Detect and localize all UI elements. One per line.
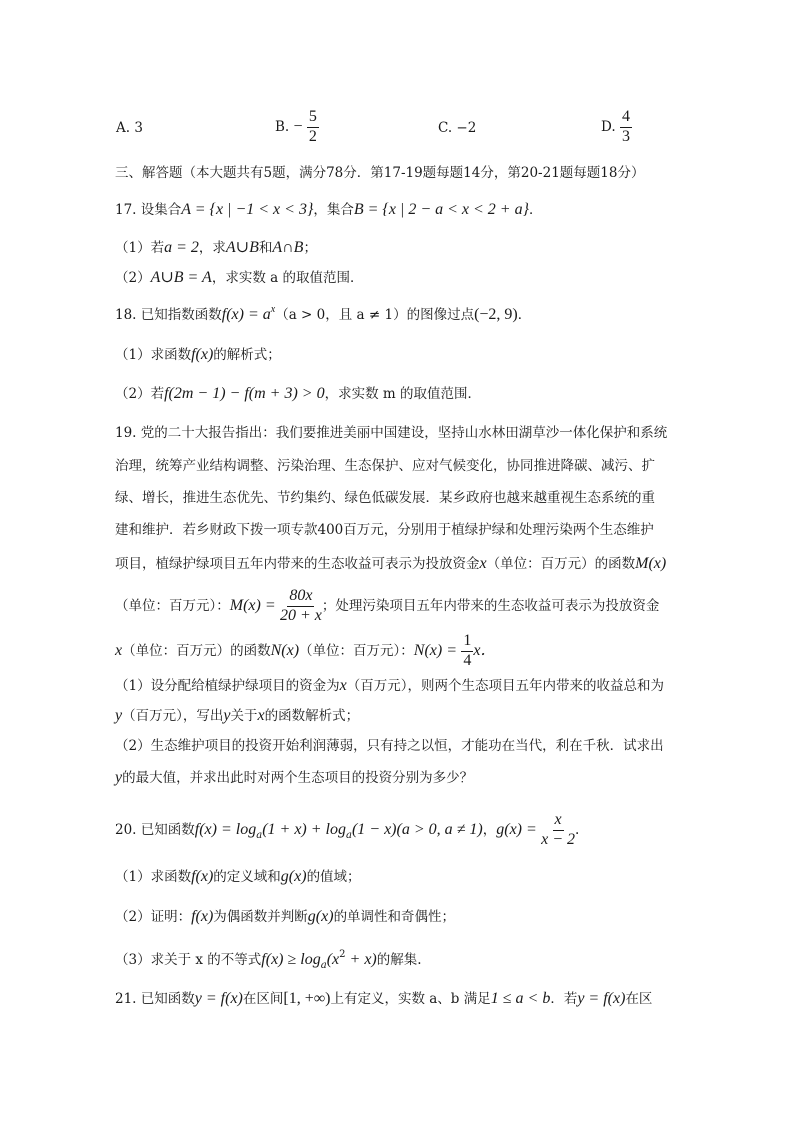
q19-part1-line2 xyxy=(115,708,359,724)
set-a-definition: A = {x | −1 < x < 3} xyxy=(181,201,314,218)
q17-p2-pre: （2） xyxy=(115,270,151,286)
q19-part2-line2 xyxy=(115,770,473,786)
q20-p3-ineq3: + x) xyxy=(345,951,377,968)
q19-p1-y: y xyxy=(115,707,123,724)
q20-p2-f: f(x) xyxy=(191,908,214,925)
q19-l5-x: x xyxy=(479,555,487,572)
q20-p1-end: 的值域； xyxy=(306,869,361,885)
q19-n-def: N(x) = xyxy=(413,641,458,659)
q18-point: (−2, 9) xyxy=(474,306,518,323)
q18-exponent: x xyxy=(270,304,276,315)
section-heading: 三、解答题（本大题共有5题，满分78分．第17-19题每题14分，第20-21题每题18分） xyxy=(115,165,645,181)
q18-condition: （a > 0，且 a ≠ 1） xyxy=(275,307,407,323)
q18-p2-end: ，求实数 m 的取值范围． xyxy=(324,386,481,402)
q18-function: f(x) = a xyxy=(221,306,271,323)
q19-l7-mid: （单位：百万元）的函数 xyxy=(122,642,271,659)
q19-part1-line1 xyxy=(115,678,664,694)
q21-condition: 1 ≤ a < b xyxy=(490,990,551,1007)
q18-inequality: f(2m − 1) − f(m + 3) > 0 xyxy=(164,385,325,402)
choice-b-label: B. xyxy=(275,118,290,135)
choice-d-fraction xyxy=(620,109,632,146)
q20-g-denominator: x − 2 xyxy=(541,830,576,848)
q18-p2-pre: （2）若 xyxy=(115,386,165,402)
q19-l5-pre: 项目，植绿护绿项目五年内带来的生态收益可表示为投放资金 xyxy=(115,556,480,572)
q17-p1-mid: ，求 xyxy=(198,240,226,256)
q19-m-numerator: 80x xyxy=(287,588,314,607)
q20-p3-end: 的解集. xyxy=(376,952,422,968)
q20-p3-ineq: f(x) ≥ log xyxy=(261,951,321,968)
q20-comma: ， xyxy=(482,821,497,838)
q20-p3-ineq2: (x xyxy=(326,951,340,968)
q19-function-n: N(x) xyxy=(270,641,300,659)
q19-line5 xyxy=(115,556,666,572)
q19-m-denominator: 20 + x xyxy=(279,606,322,624)
q18-stem xyxy=(115,305,531,323)
q20-g-fraction xyxy=(541,812,575,849)
q19-p2-y: y xyxy=(115,769,123,786)
q19-p1-x: x xyxy=(339,677,347,694)
q19-l7-mid2: （单位：百万元）： xyxy=(299,642,414,659)
choice-b xyxy=(275,109,319,146)
q20-stem xyxy=(115,812,579,849)
q19-l5-mid: （单位：百万元）的函数 xyxy=(486,556,636,572)
q19-line7 xyxy=(115,633,496,670)
q21-mid3: ．若 xyxy=(550,991,578,1007)
q21-function: y = f(x) xyxy=(194,990,243,1007)
q20-p3-square: 2 xyxy=(339,949,346,960)
choice-a: A. 3 xyxy=(116,120,143,136)
q20-part1 xyxy=(115,869,361,885)
q17-mid-text: ，集合 xyxy=(313,202,354,218)
q19-line1: 19. 党的二十大报告指出：我们要推进美丽中国建设，坚持山水林田湖草沙一体化保护和系统 xyxy=(115,425,668,441)
set-b-definition: B = {x | 2 − a < x < 2 + a} xyxy=(353,201,529,218)
q18-stem-text: 18. 已知指数函数 xyxy=(115,307,222,323)
q19-l6-pre: （单位：百万元）： xyxy=(115,597,230,614)
choice-b-numerator: 5 xyxy=(307,109,319,128)
q17-p1-cond: a = 2 xyxy=(164,239,199,256)
q19-line2: 治理，统筹产业结构调整、污染治理、生态保护、应对气候变化，协同推进降碳、减污、扩 xyxy=(115,458,655,474)
q19-line3: 绿、增长，推进生态优先、节约集约、绿色低碳发展．某乡政府也越来越重视生态系统的重 xyxy=(115,490,655,506)
q20-p2-end: 的单调性和奇偶性； xyxy=(333,909,456,925)
choice-d-numerator: 4 xyxy=(620,109,632,128)
q18-part2 xyxy=(115,386,481,402)
q19-p1-pre: （1）设分配给植绿护绿项目的资金为 xyxy=(115,678,340,694)
q17-end: ． xyxy=(529,202,543,218)
choice-d xyxy=(601,109,632,146)
q20-p2-pre: （2）证明： xyxy=(115,909,192,925)
q20-part2 xyxy=(115,909,455,925)
q19-line6 xyxy=(115,588,659,625)
q19-function-m: M(x) xyxy=(635,555,667,572)
q19-l7-x: x xyxy=(115,641,123,659)
q19-line4: 建和维护．若乡财政下拨一项专款400百万元，分别用于植绿护绿和处理污染两个生态维护 xyxy=(115,522,654,538)
q19-l7-post: x． xyxy=(473,641,497,659)
choice-b-sign: − xyxy=(293,117,303,135)
q20-f-def: f(x) = log xyxy=(194,820,257,838)
q20-f-def3: (1 − x)(a > 0, a ≠ 1) xyxy=(351,820,483,838)
q20-part3 xyxy=(115,950,422,971)
q18-p1-pre: （1）求函数 xyxy=(115,347,192,363)
q20-p2-g: g(x) xyxy=(307,908,334,925)
q21-function-2: y = f(x) xyxy=(577,990,626,1007)
q21-mid2: 上有定义，实数 a、b 满足 xyxy=(330,991,491,1007)
q20-end: . xyxy=(575,821,580,838)
q18-p1-end: 的解析式； xyxy=(213,347,281,363)
q17-p1-pre: （1）若 xyxy=(115,240,165,256)
choice-d-label: D. xyxy=(601,118,616,135)
choice-b-denominator: 2 xyxy=(308,127,317,145)
q20-p1-f: f(x) xyxy=(191,868,214,885)
q19-p1-y2: y xyxy=(223,707,231,724)
q17-p2-end: ，求实数 a 的取值范围． xyxy=(211,270,364,286)
q20-g-def: g(x) = xyxy=(496,820,537,838)
q19-n-numerator: 1 xyxy=(461,633,473,652)
q19-m-fraction xyxy=(280,588,322,625)
q20-g-numerator: x xyxy=(553,812,564,831)
q20-p1-mid: 的定义域和 xyxy=(213,869,281,885)
q19-n-denominator: 4 xyxy=(463,651,472,669)
q20-log-base-3: a xyxy=(320,960,327,971)
choice-b-fraction xyxy=(307,109,319,146)
q19-p1-post2: 的函数解析式； xyxy=(264,708,360,724)
q17-part1 xyxy=(115,240,317,256)
q20-p1-g: g(x) xyxy=(280,868,307,885)
q20-p3-pre: （3）求关于 x 的不等式 xyxy=(115,952,262,968)
q20-f-def2: (1 + x) + log xyxy=(262,820,346,838)
q20-stem-text: 20. 已知函数 xyxy=(115,821,195,838)
q21-end: 在区 xyxy=(625,991,653,1007)
q21-stem xyxy=(115,991,652,1007)
q18-mid: 的图像过点 xyxy=(406,307,475,323)
q17-union: A∪B xyxy=(225,239,259,256)
q19-p1-mid2: 关于 xyxy=(230,708,258,724)
q21-mid: 在区间 xyxy=(242,991,284,1007)
q17-stem xyxy=(115,202,543,218)
q17-intersection: A∩B xyxy=(272,239,304,256)
q17-p1-end: ； xyxy=(303,240,317,256)
q19-p1-x2: x xyxy=(257,707,265,724)
q21-interval: [1, +∞) xyxy=(283,990,331,1007)
q21-pre: 21. 已知函数 xyxy=(115,991,195,1007)
q19-l6-post: ；处理污染项目五年内带来的生态收益可表示为投放资金 xyxy=(321,597,660,614)
q19-p1-post: （百万元），则两个生态项目五年内带来的收益总和为 xyxy=(346,678,664,694)
q17-part2 xyxy=(115,270,363,286)
choice-c: C. −2 xyxy=(438,120,477,136)
q19-p2-post: 的最大值，并求出此时对两个生态项目的投资分别为多少？ xyxy=(122,770,474,786)
q17-stem-text: 17. 设集合 xyxy=(115,202,182,218)
q20-log-base-2: a xyxy=(345,829,352,841)
q18-end: ． xyxy=(517,307,532,323)
q17-p2-cond: A∪B = A xyxy=(150,269,212,286)
q20-p2-mid: 为偶函数并判断 xyxy=(213,909,308,925)
q19-m-def: M(x) = xyxy=(229,596,276,614)
q19-part2-line1: （2）生态维护项目的投资开始利润薄弱，只有持之以恒，才能功在当代，利在千秋．试求出 xyxy=(115,738,664,754)
q19-p1-mid: （百万元），写出 xyxy=(122,708,224,724)
q19-n-fraction xyxy=(461,633,473,670)
choice-d-denominator: 3 xyxy=(621,127,630,145)
q18-p1-f: f(x) xyxy=(191,346,214,363)
q20-log-base-1: a xyxy=(256,829,263,841)
q20-p1-pre: （1）求函数 xyxy=(115,869,192,885)
q18-part1 xyxy=(115,347,281,363)
q17-and: 和 xyxy=(258,240,273,256)
